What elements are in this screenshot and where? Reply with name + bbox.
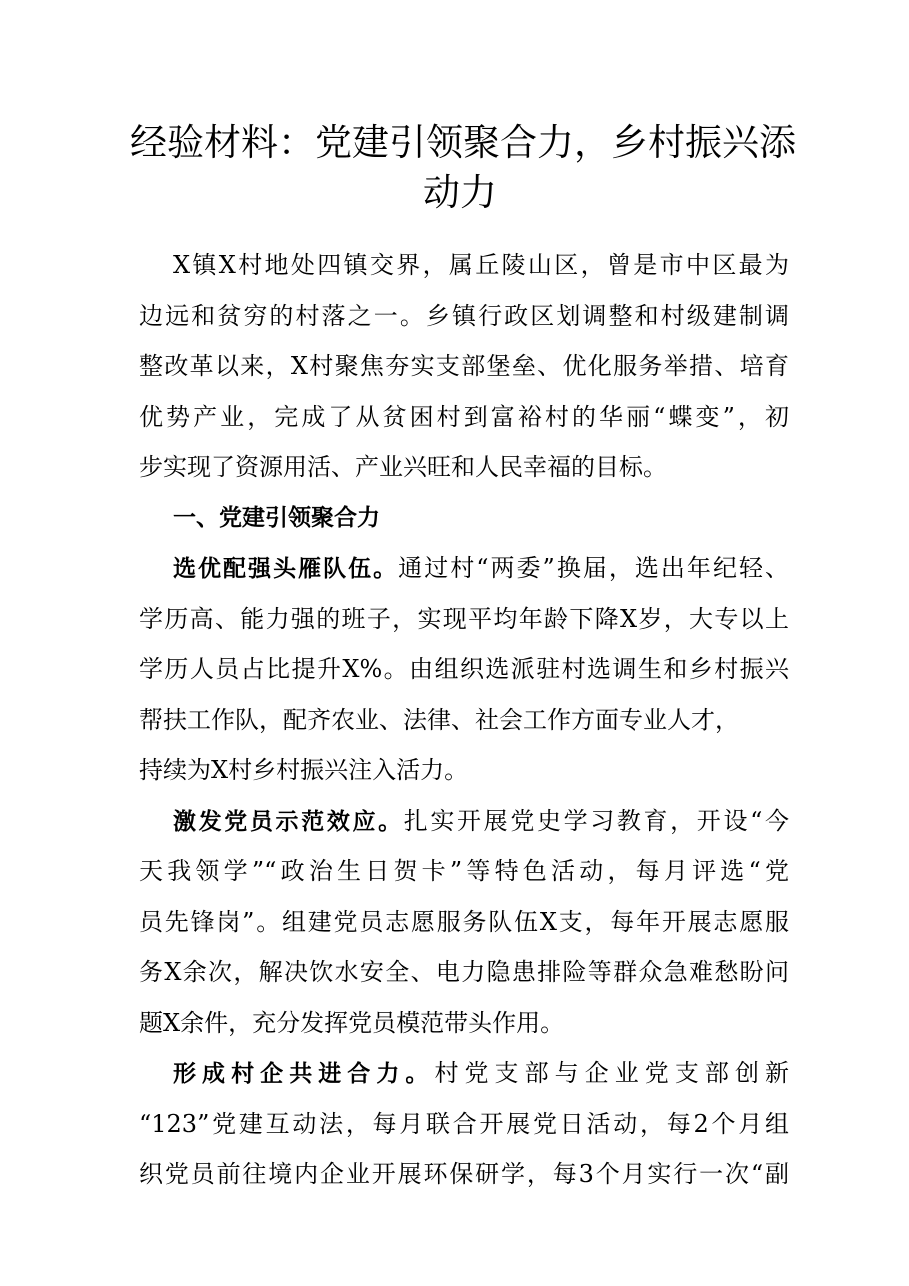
intro-line-4: 优势产业，完成了从贫困村到富裕村的华丽“蝶变”，初: [139, 402, 789, 431]
para1-line-5: 持续为X村乡村振兴注入活力。: [139, 756, 469, 784]
para2-line-3: 员先锋岗”。组建党员志愿服务队伍X支，每年开展志愿服: [139, 907, 789, 936]
para3-line-2: “123”党建互动法，每月联合开展党日活动，每2个月组: [139, 1109, 789, 1138]
title-line-1: 经验材料：党建引领聚合力，乡村振兴添: [130, 121, 796, 164]
intro-line-3: 整改革以来，X村聚焦夯实支部堡垒、优化服务举措、培育: [139, 352, 789, 380]
para2-line-5: 题X余件，充分发挥党员模范带头作用。: [139, 1008, 565, 1037]
intro-line-5: 步实现了资源用活、产业兴旺和人民幸福的目标。: [139, 453, 667, 481]
para1-line-4: 帮扶工作队，配齐农业、法律、社会工作方面专业人才，: [139, 705, 739, 734]
para2-line-4: 务X余次，解决饮水安全、电力隐患排险等群众急难愁盼问: [139, 958, 789, 986]
para2-line-1: [139, 796, 789, 847]
para3-line-1: [139, 1048, 789, 1099]
section-heading-1: 一、党建引领聚合力: [173, 504, 380, 531]
para3-lead: 形成村企共进合力。: [173, 1061, 435, 1087]
para1-lead: 选优配强头雁队伍。: [173, 556, 399, 582]
intro-line-1: X镇X村地处四镇交界，属丘陵山区，曾是市中区最为: [173, 251, 789, 279]
para3-line-1-rest: 村党支部与企业党支部创新: [434, 1059, 790, 1087]
para2-lead: 激发党员示范效应。: [173, 808, 404, 835]
intro-line-2: 边远和贫穷的村落之一。乡镇行政区划调整和村级建制调: [139, 301, 789, 330]
document-title: [130, 118, 796, 218]
title-line-2: 动力: [423, 171, 497, 214]
para2-line-2: 天我领学”“政治生日贺卡”等特色活动，每月评选“党: [139, 857, 789, 885]
para3-line-3: 织党员前往境内企业开展环保研学，每3个月实行一次“副: [139, 1160, 789, 1188]
para1-line-1: [139, 543, 789, 594]
para2-line-1-rest: 扎实开展党史学习教育，开设“今: [403, 806, 789, 835]
para1-line-2: 学历高、能力强的班子，实现平均年龄下降X岁，大专以上: [139, 604, 789, 633]
document-body: [139, 240, 789, 1200]
para1-line-3: 学历人员占比提升X%。由组织选派驻村选调生和乡村振兴: [139, 655, 789, 683]
para1-line-1-rest: 通过村“两委”换届，选出年纪轻、: [398, 554, 789, 582]
